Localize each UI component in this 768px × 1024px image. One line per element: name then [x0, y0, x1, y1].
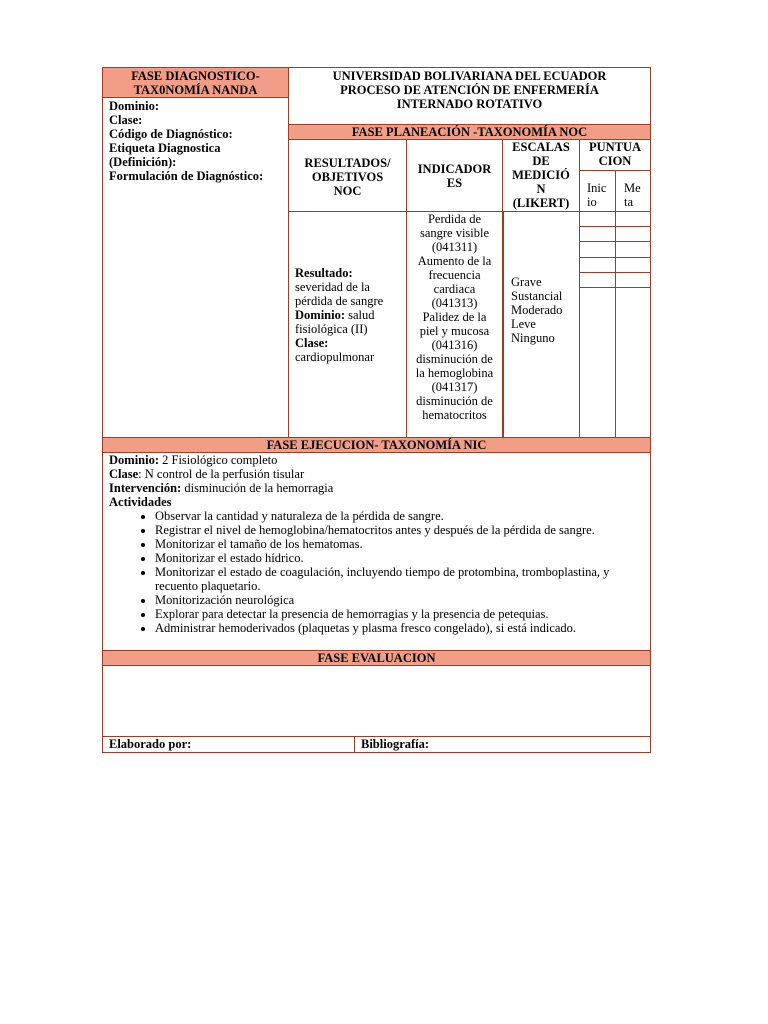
results-header-line: RESULTADOS/: [304, 156, 391, 170]
result-value: severidad de la pérdida de sangre: [295, 280, 384, 308]
score-start-cell-2[interactable]: [579, 226, 616, 242]
indicator-line: disminución de: [416, 352, 493, 366]
score-goal-line: ta: [624, 195, 634, 209]
indicator-line: Aumento de la: [417, 254, 492, 268]
scale-option: Grave: [511, 275, 542, 289]
indicators-header-line: ES: [446, 176, 463, 190]
results-header-line: NOC: [333, 184, 362, 198]
scale-option: Moderado: [511, 303, 563, 317]
scales-header-line: ESCALAS: [512, 140, 570, 154]
score-start-cell-3[interactable]: [579, 241, 616, 258]
made-by-cell[interactable]: [102, 736, 355, 753]
activity-item: • Monitorización neurológica: [155, 593, 644, 607]
score-goal-cell-4[interactable]: [615, 257, 651, 273]
indicator-line: la hemoglobina: [415, 366, 494, 380]
domain-value: salud fisiológica (II): [295, 308, 375, 336]
score-start-line: io: [587, 195, 597, 209]
scale-option: Ninguno: [511, 331, 555, 345]
evaluation-body[interactable]: [102, 665, 651, 737]
activity-item: • Registrar el nivel de hemoglobina/hematocritos antes y después de la pérdida de sangre.: [155, 523, 644, 537]
indicator-line: cardiaca: [433, 282, 476, 296]
scales-header-line: DE: [532, 154, 550, 168]
indicator-line: (041313): [431, 296, 478, 310]
activity-item: • Monitorizar el tamaño de los hematomas.: [155, 537, 644, 551]
score-start-cell-5[interactable]: [579, 272, 616, 288]
execution-body: [102, 452, 651, 651]
indicator-line: (041317): [431, 380, 478, 394]
indicator-line: (041316): [431, 338, 478, 352]
evaluation-header: [102, 650, 651, 666]
diagnostic-header-text: FASE DIAGNOSTICO-TAX0NOMÍA NANDA: [131, 69, 260, 97]
field-formulation: Formulación de Diagnóstico:: [109, 169, 264, 183]
diagnostic-fields: [102, 97, 289, 438]
score-header-line: PUNTUA: [588, 140, 642, 154]
scales-column-header: [502, 139, 580, 212]
field-class: Clase:: [109, 113, 143, 127]
exec-class-label: Clase: [109, 467, 139, 481]
activities-label: Actividades: [109, 495, 172, 509]
scales-header-line: (LIKERT): [512, 196, 570, 210]
domain-label: Dominio:: [295, 308, 345, 322]
indicator-line: Palidez de la: [422, 310, 487, 324]
university-name: UNIVERSIDAD BOLIVARIANA DEL ECUADOR: [332, 69, 607, 83]
score-goal-cell-2[interactable]: [615, 226, 651, 242]
activity-item: • Explorar para detectar la presencia de hemorragias y la presencia de petequias.: [155, 607, 644, 621]
scales-header-line: MEDICIÓ: [512, 168, 570, 182]
exec-domain-value: 2 Fisiológico completo: [159, 453, 278, 467]
score-goal-header: [615, 170, 651, 212]
bibliography-label: Bibliografía:: [361, 737, 430, 751]
score-header-line: CION: [598, 154, 632, 168]
planning-header: [288, 124, 651, 140]
indicator-line: sangre visible: [419, 226, 490, 240]
score-start-header: [579, 170, 616, 212]
indicators-header-line: INDICADOR: [417, 162, 492, 176]
field-domain: Dominio:: [109, 99, 159, 113]
diagnostic-header: [102, 67, 289, 98]
activities-list: [109, 509, 644, 635]
university-header: [288, 67, 651, 125]
exec-class-value: : N control de la perfusión tisular: [138, 467, 305, 481]
score-start-line: Inic: [587, 181, 607, 195]
indicator-line: Perdida de: [427, 212, 482, 226]
activity-item: • Observar la cantidad y naturaleza de la pérdida de sangre.: [155, 509, 644, 523]
exec-domain-label: Dominio:: [109, 453, 159, 467]
field-definition: (Definición):: [109, 155, 177, 169]
scale-option: Leve: [511, 317, 536, 331]
exec-intervention-label: Intervención:: [109, 481, 182, 495]
indicators-cell: [406, 211, 503, 438]
class-label: Clase:: [295, 336, 329, 350]
results-header-line: OBJETIVOS: [311, 170, 384, 184]
score-start-cell-6[interactable]: [579, 287, 616, 438]
field-diagnostic-label: Etiqueta Diagnostica: [109, 141, 221, 155]
nursing-care-form: [102, 67, 651, 753]
results-column-header: [288, 139, 407, 212]
indicator-line: disminución de: [416, 394, 493, 408]
score-goal-cell-6[interactable]: [615, 287, 651, 438]
score-start-cell-4[interactable]: [579, 257, 616, 273]
class-value: cardiopulmonar: [295, 350, 375, 364]
result-label: Resultado:: [295, 266, 353, 280]
evaluation-header-text: FASE EVALUACION: [317, 651, 436, 665]
score-goal-cell-1[interactable]: [615, 211, 651, 227]
bibliography-cell[interactable]: [354, 736, 651, 753]
scales-cell: [502, 211, 580, 438]
score-goal-cell-3[interactable]: [615, 241, 651, 258]
scale-option: Sustancial: [511, 289, 563, 303]
score-column-header: [579, 139, 651, 171]
indicator-line: piel y mucosa: [419, 324, 490, 338]
activity-item: • Administrar hemoderivados (plaquetas y plasma fresco congelado), si está indicado.: [155, 621, 644, 635]
field-diagnosis-code: Código de Diagnóstico:: [109, 127, 233, 141]
indicator-line: frecuencia: [428, 268, 481, 282]
exec-intervention-value: disminución de la hemorragia: [181, 481, 334, 495]
score-goal-cell-5[interactable]: [615, 272, 651, 288]
execution-header-text: FASE EJECUCION- TAXONOMÍA NIC: [266, 438, 487, 452]
results-cell: [288, 211, 407, 438]
made-by-label: Elaborado por:: [109, 737, 192, 751]
indicator-line: (041311): [431, 240, 478, 254]
execution-header: [102, 437, 651, 453]
indicator-line: hematocritos: [422, 408, 487, 422]
planning-header-text: FASE PLANEACIÓN -TAXONOMÍA NOC: [351, 125, 588, 139]
scales-header-line: N: [536, 182, 546, 196]
score-goal-line: Me: [624, 181, 641, 195]
process-title: PROCESO DE ATENCIÓN DE ENFERMERÍA: [340, 83, 599, 97]
indicators-column-header: [406, 139, 503, 212]
internship-title: INTERNADO ROTATIVO: [396, 97, 543, 111]
score-start-cell-1[interactable]: [579, 211, 616, 227]
activity-item: • Monitorizar el estado hídrico.: [155, 551, 644, 565]
activity-item: • Monitorizar el estado de coagulación, incluyendo tiempo de protombina, tromboplastina, y recuento plaquetario.: [155, 565, 644, 593]
